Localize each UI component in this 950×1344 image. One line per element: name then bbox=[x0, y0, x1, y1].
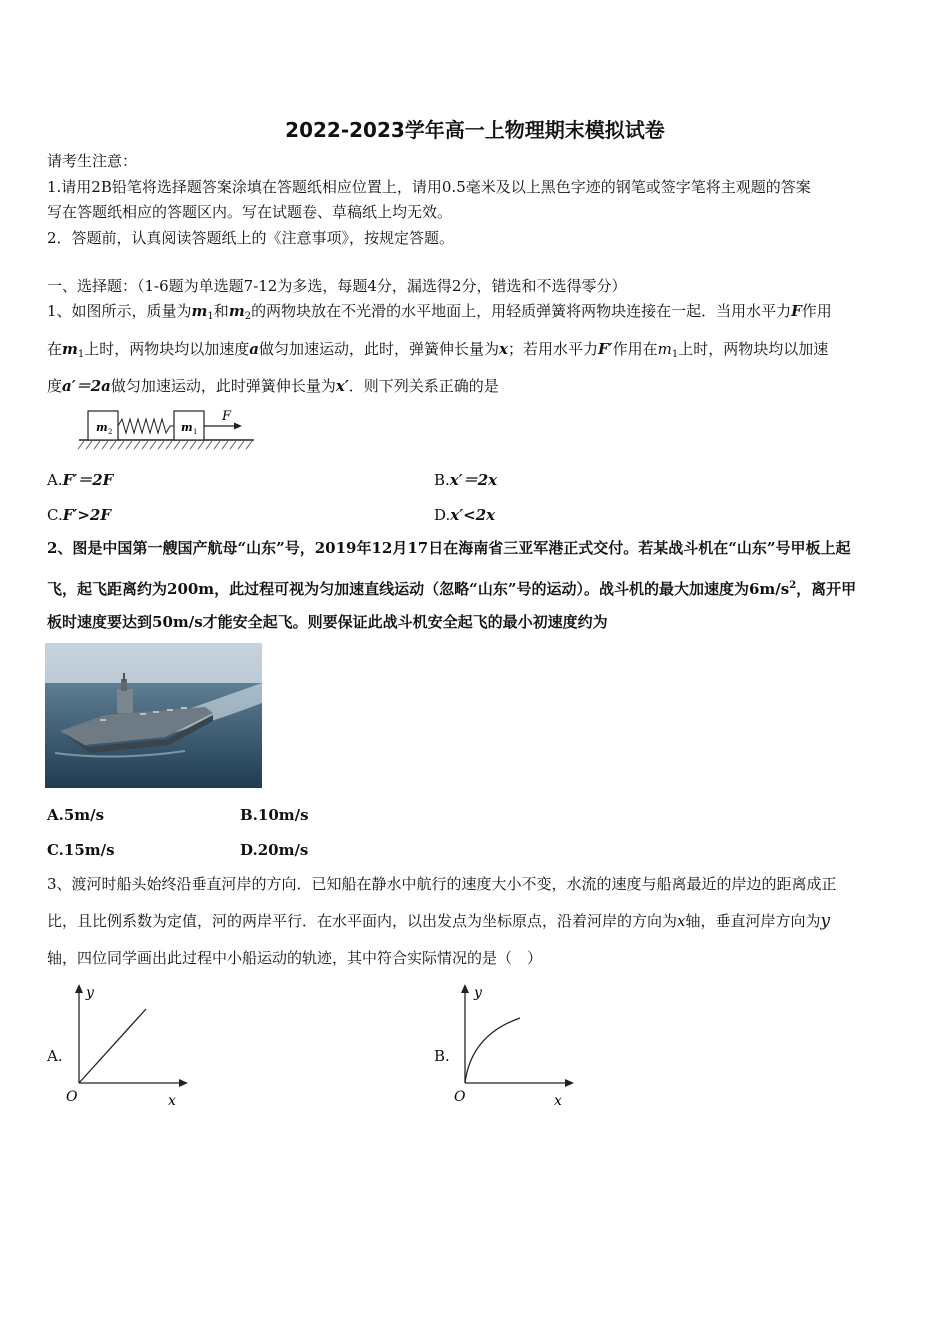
page-title: 2022-2023学年高一上物理期末模拟试卷 bbox=[285, 118, 665, 142]
q3-option-b-label: B. bbox=[434, 1047, 450, 1065]
q2-line-3: 板时速度要达到50m/s才能安全起飞。则要保证此战斗机安全起飞的最小初速度约为 bbox=[47, 613, 608, 631]
q1-spring-figure bbox=[76, 404, 258, 454]
block-m2-sub: 2 bbox=[108, 428, 113, 436]
q1-option-a: A.F′＝2F bbox=[47, 471, 114, 489]
q2-line-1: 2、图是中国第一艘国产航母“山东”号，2019年12月17日在海南省三亚军港正式交付。若某战斗机在“山东”号甲板上起 bbox=[47, 539, 851, 557]
notice-line-1: 1.请用2B铅笔将选择题答案涂填在答题纸相应位置上，请用0.5毫米及以上黑色字迹的钢笔或签字笔将主观题的答案 bbox=[47, 178, 811, 196]
notice-heading: 请考生注意： bbox=[47, 152, 138, 170]
q1-line-2: 在$m_1$上时，两物块均以加速度a做匀加速运动，此时，弹簧伸长量为x；若用水平力F′作用在$m_1$上时，两物块均以加速 bbox=[47, 340, 829, 360]
notice-line-3: 2．答题前，认真阅读答题纸上的《注意事项》，按规定答题。 bbox=[47, 229, 455, 247]
y-axis-label: y bbox=[474, 985, 482, 1001]
section-heading: 一、选择题：（1-6题为单选题7-12为多选，每题4分，漏选得2分，错选和不选得零分） bbox=[47, 277, 627, 295]
q2-option-d: D.20m/s bbox=[240, 841, 309, 859]
origin-label: O bbox=[454, 1089, 466, 1105]
q1-option-b: B.x′＝2x bbox=[434, 471, 498, 489]
force-label: F bbox=[222, 409, 232, 424]
trajectory-line bbox=[79, 1009, 146, 1083]
q1-line-3: 度a′＝2a做匀加速运动，此时弹簧伸长量为x′．则下列关系正确的是 bbox=[47, 377, 499, 395]
q3-line-2: 比，且比例系数为定值，河的两岸平行．在水平面内，以出发点为坐标原点，沿着河岸的方向为x轴，垂直河岸方向为y bbox=[47, 911, 831, 931]
block-m1-label: m bbox=[181, 421, 193, 434]
q3-graph-b bbox=[446, 980, 581, 1110]
origin-label: O bbox=[66, 1089, 78, 1105]
block-m2-label: m bbox=[96, 421, 108, 434]
q3-option-a-label: A. bbox=[47, 1047, 63, 1065]
q2-option-b: B.10m/s bbox=[240, 806, 309, 824]
x-axis-label: x bbox=[168, 1093, 176, 1109]
block-m1-sub: 1 bbox=[193, 428, 198, 436]
aircraft-carrier-photo bbox=[45, 643, 262, 788]
q1-line-1: 1、如图所示，质量为$m_1$和$m_2$的两物块放在不光滑的水平地面上，用轻质弹簧将两物块连接在一起．当用水平力F作用 bbox=[47, 302, 832, 322]
q1-option-d: D.x′<2x bbox=[434, 506, 496, 524]
q2-option-a: A.5m/s bbox=[47, 806, 105, 824]
spring bbox=[118, 419, 174, 433]
notice-line-2: 写在答题纸相应的答题区内。写在试题卷、草稿纸上均无效。 bbox=[47, 203, 453, 221]
q3-graph-a bbox=[60, 980, 195, 1110]
y-axis-label: y bbox=[86, 985, 94, 1001]
trajectory-curve bbox=[465, 1018, 520, 1083]
x-axis-label: x bbox=[554, 1093, 562, 1109]
q3-line-1: 3、渡河时船头始终沿垂直河岸的方向．已知船在静水中航行的速度大小不变，水流的速度与船离最近的岸边的距离成正 bbox=[47, 875, 837, 893]
q3-line-3: 轴，四位同学画出此过程中小船运动的轨迹，其中符合实际情况的是（ ） bbox=[47, 949, 543, 967]
q2-option-c: C.15m/s bbox=[47, 841, 115, 859]
q2-line-2: 飞，起飞距离约为200m，此过程可视为匀加速直线运动（忽略“山东”号的运动）。战斗机的最大加速度为$6m/s^2$，离开甲 bbox=[47, 580, 857, 598]
q1-option-c: C.F′>2F bbox=[47, 506, 111, 524]
